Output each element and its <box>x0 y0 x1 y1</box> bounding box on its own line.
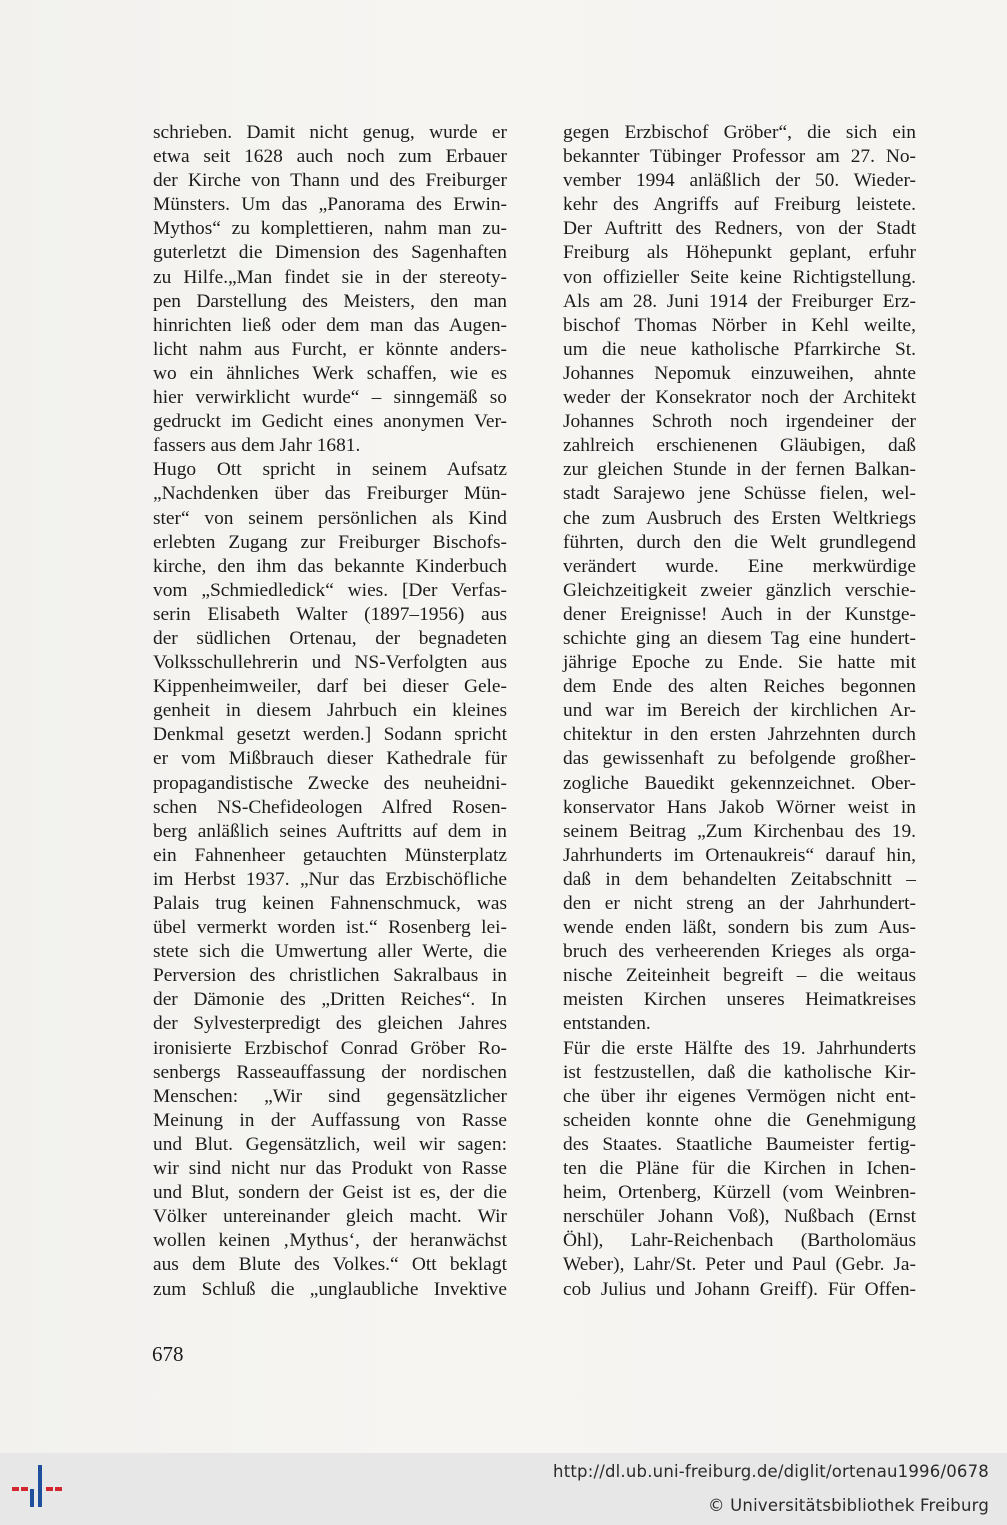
text-line: um die neue katholische Pfarrkirche St. <box>563 338 916 360</box>
text-line: weder der Konsekrator noch der Architekt <box>563 387 916 409</box>
text-line: kehr des Angriffs auf Freiburg leistete. <box>563 194 916 216</box>
text-line: daß in dem behandelten Zeitabschnitt – <box>563 868 916 890</box>
text-line: Der Auftritt des Redners, von der Stadt <box>563 218 916 240</box>
text-line: guterletzt die Dimension des Sagenhaften <box>153 242 507 264</box>
text-line: bekannter Tübinger Professor am 27. No- <box>563 146 916 168</box>
text-line: dener Ereignisse! Auch in der Kunstge- <box>563 603 916 625</box>
text-line: stete sich die Umwertung aller Werte, die <box>153 941 507 963</box>
text-line: „Nachdenken über das Freiburger Mün- <box>153 483 507 505</box>
text-line: der Sylvesterpredigt des gleichen Jahres <box>153 1013 507 1035</box>
text-line: hier verwirklicht wurde“ – sinngemäß so <box>153 387 507 409</box>
text-line: heim, Ortenberg, Kürzell (vom Weinbren- <box>563 1182 916 1204</box>
text-line: Münsters. Um das „Panorama des Erwin- <box>153 194 507 216</box>
footer-copyright: © Universitätsbibliothek Freiburg <box>707 1496 989 1515</box>
text-line: propagandistische Zwecke des neuheidni- <box>153 772 507 794</box>
text-line: Gleichzeitigkeit zweier gänzlich verschie- <box>563 579 916 601</box>
text-line: und Blut, sondern der Geist ist es, der die <box>153 1182 507 1204</box>
text-line: Meinung in der Auffassung von Rasse <box>153 1109 507 1131</box>
text-line: zahlreich erschienenen Gläubigen, daß <box>563 435 916 457</box>
text-line: von offizieller Seite keine Richtigstellung. <box>563 266 916 288</box>
text-line: des Staates. Staatliche Baumeister fertig- <box>563 1133 916 1155</box>
text-line: der Dämonie des „Dritten Reiches“. In <box>153 989 507 1011</box>
text-line: Denkmal gesetzt werden.] Sodann spricht <box>153 724 507 746</box>
text-line: cob Julius und Johann Greiff). Für Offen- <box>563 1278 916 1300</box>
text-line: serin Elisabeth Walter (1897–1956) aus <box>153 603 507 625</box>
text-line: zum Schluß die „unglaubliche Invektive <box>153 1278 507 1300</box>
text-line: ten die Pläne für die Kirchen in Ichen- <box>563 1158 916 1180</box>
text-line: fassers aus dem Jahr 1681. <box>153 435 361 457</box>
text-line: Palais trug keinen Fahnenschmuck, was <box>153 893 507 914</box>
text-line: genheit in diesem Jahrbuch ein kleines <box>153 700 507 722</box>
text-line: gedruckt im Gedicht eines anonymen Ver- <box>153 411 507 433</box>
text-line: Für die erste Hälfte des 19. Jahrhunderts <box>563 1037 916 1059</box>
text-line: jährige Epoche zu Ende. Sie hatte mit <box>563 652 916 674</box>
text-line: wo ein ähnliches Werk schaffen, wie es <box>153 362 507 384</box>
text-line: wollen keinen ‚Mythus‘, der heranwächst <box>153 1230 507 1252</box>
text-line: seinem Beitrag „Zum Kirchenbau des 19. <box>563 820 916 842</box>
text-line: Jahrhunderts im Ortenaukreis“ darauf hin, <box>563 844 916 866</box>
text-line: konservator Hans Jakob Wörner weist in <box>563 796 916 818</box>
text-line: das gewissenhaft zu befolgende großher- <box>563 748 916 770</box>
ub-freiburg-logo-icon[interactable] <box>12 1463 66 1517</box>
text-line: hinrichten ließ oder dem man das Augen- <box>153 314 507 336</box>
text-line: che über ihr eigenes Vermögen nicht ent- <box>563 1085 916 1107</box>
text-line: Freiburg als Höhepunkt geplant, erfuhr <box>563 242 916 264</box>
text-line: Perversion des christlichen Sakralbaus in <box>153 965 507 987</box>
text-line: Johannes Nepomuk einzuweihen, ahnte <box>563 362 916 384</box>
text-line: etwa seit 1628 auch noch zum Erbauer <box>153 146 507 168</box>
text-line: Volksschullehrerin und NS-Verfolgten aus <box>153 652 507 674</box>
text-line: pen Darstellung des Meisters, den man <box>153 290 507 312</box>
text-line: gegen Erzbischof Gröber“, die sich ein <box>563 122 916 143</box>
text-line: ein Fahnenheer getauchten Münsterplatz <box>153 844 507 866</box>
text-line: Kippenheimweiler, darf bei dieser Gele- <box>153 676 507 698</box>
text-line: den er nicht streng an der Jahrhundert- <box>563 893 916 914</box>
text-line: und Blut. Gegensätzlich, weil wir sagen: <box>153 1133 507 1155</box>
text-line: berg anläßlich seines Auftritts auf dem in <box>153 820 507 842</box>
text-line: verändert wurde. Eine merkwürdige <box>563 555 916 577</box>
text-line: Völker untereinander gleich macht. Wir <box>153 1206 507 1228</box>
text-line: chitektur in den ersten Jahrzehnten durch <box>563 724 916 746</box>
text-line: erlebten Zugang zur Freiburger Bischofs- <box>153 531 507 553</box>
text-line: wir sind nicht nur das Produkt von Rasse <box>153 1158 507 1180</box>
text-line: licht nahm aus Furcht, er könnte anders- <box>153 338 507 360</box>
text-line: wende enden läßt, sondern bis zum Aus- <box>563 917 916 939</box>
text-line: bischof Thomas Nörber in Kehl weilte, <box>563 314 916 336</box>
text-line: Als am 28. Juni 1914 der Freiburger Erz- <box>563 290 916 312</box>
text-line: er vom Mißbrauch dieser Kathedrale für <box>153 748 507 770</box>
text-line: Johannes Schroth noch irgendeiner der <box>563 411 916 433</box>
text-line: schichte ging an diesem Tag eine hundert- <box>563 627 916 649</box>
text-line: nerschüler Johann Voß), Nußbach (Ernst <box>563 1206 916 1228</box>
text-line: und war im Bereich der kirchlichen Ar- <box>563 700 916 722</box>
text-line: meisten Kirchen unseres Heimatkreises <box>563 989 916 1011</box>
text-line: im Herbst 1937. „Nur das Erzbischöfliche <box>153 868 507 890</box>
text-line: Menschen: „Wir sind gegensätzlicher <box>153 1085 507 1107</box>
text-line: senbergs Rasseauffassung der nordischen <box>153 1061 507 1083</box>
footer-url-link[interactable]: http://dl.ub.uni-freiburg.de/diglit/ortenau1996/0678 <box>553 1462 989 1481</box>
text-line: ironisierte Erzbischof Conrad Gröber Ro- <box>153 1037 507 1059</box>
text-line: Hugo Ott spricht in seinem Aufsatz <box>153 459 507 481</box>
page-number: 678 <box>152 1342 184 1366</box>
text-line: zur gleichen Stunde in der fernen Balkan- <box>563 459 916 481</box>
text-line: der südlichen Ortenau, der begnadeten <box>153 627 507 649</box>
text-line: Mythos“ zu komplettieren, nahm man zu- <box>153 218 507 240</box>
text-line: che zum Ausbruch des Ersten Weltkriegs <box>563 507 916 529</box>
text-line: schen NS-Chefideologen Alfred Rosen- <box>153 796 507 818</box>
text-line: schrieben. Damit nicht genug, wurde er <box>153 122 507 143</box>
text-line: stadt Sarajewo jene Schüsse fielen, wel- <box>563 483 916 505</box>
text-line: Öhl), Lahr-Reichenbach (Bartholomäus <box>563 1230 916 1252</box>
text-line: zu Hilfe.„Man findet sie in der stereoty- <box>153 266 507 288</box>
text-line: Weber), Lahr/St. Peter und Paul (Gebr. Ja- <box>563 1254 916 1276</box>
text-line: führten, durch den die Welt grundlegend <box>563 531 916 553</box>
text-line: vom „Schmiedledick“ wies. [Der Verfas- <box>153 579 507 601</box>
text-line: dem Ende des alten Reiches begonnen <box>563 676 916 698</box>
text-line: kirche, den ihm das bekannte Kinderbuch <box>153 555 507 577</box>
text-line: zogliche Bauedikt gekennzeichnet. Ober- <box>563 772 916 794</box>
text-line: entstanden. <box>563 1013 651 1035</box>
text-line: aus dem Blute des Volkes.“ Ott beklagt <box>153 1254 507 1276</box>
right-text-column <box>563 121 916 1302</box>
text-line: nische Zeiteinheit begreift – die weitaus <box>563 965 916 987</box>
text-line: übel vermerkt worden ist.“ Rosenberg lei- <box>153 917 507 939</box>
left-text-column <box>153 121 507 1302</box>
text-line: ist festzustellen, daß die katholische Kir- <box>563 1061 916 1083</box>
text-line: ster“ von seinem persönlichen als Kind <box>153 507 507 529</box>
text-line: bruch des verheerenden Krieges als orga- <box>563 941 916 963</box>
text-line: vember 1994 anläßlich der 50. Wieder- <box>563 170 916 192</box>
text-line: der Kirche von Thann und des Freiburger <box>153 170 507 192</box>
text-line: scheiden konnte ohne die Genehmigung <box>563 1109 916 1131</box>
